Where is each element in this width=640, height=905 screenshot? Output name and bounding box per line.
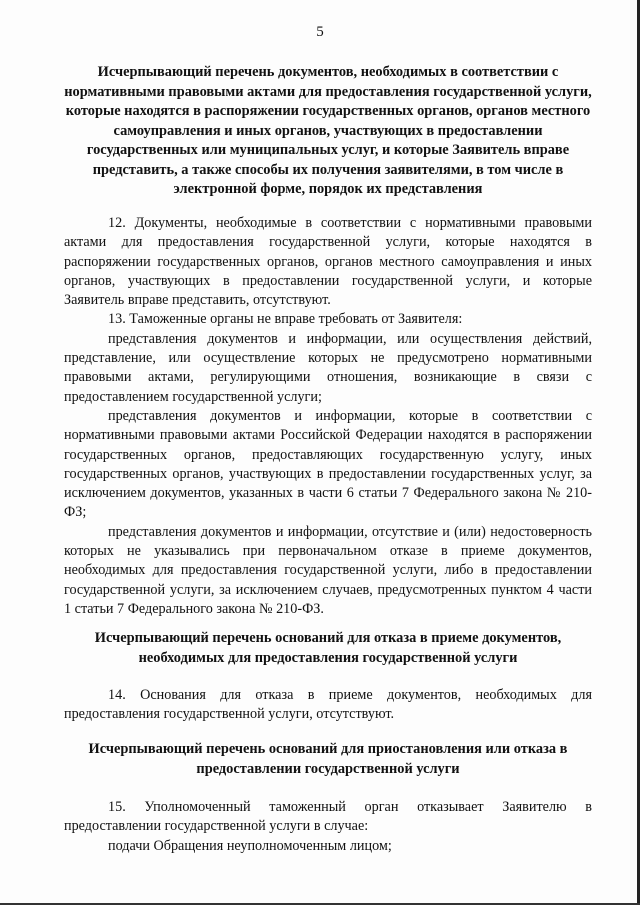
paragraph-group-15 — [64, 798, 592, 856]
section-heading-documents: Исчерпывающий перечень документов, необходимых в соответствии с нормативными правовыми актами для предоставления государственной услуги, которые находятся в распоряжении государственных органов, органов местного самоуправления и иных органов, участвующих в предоставлении государственных или муниципальных услуг, и которые Заявитель вправе представить, а также способы их получения заявителями, в том числе в электронной форме, порядок их представления — [64, 64, 592, 197]
section-heading-suspension: Исчерпывающий перечень оснований для приостановления или отказа в предоставлении государственной услуги — [88, 741, 568, 777]
paragraph-14: 14. Основания для отказа в приеме документов, необходимых для предоставления государственной услуги, отсутствуют. — [64, 687, 592, 723]
paragraph-15-item-1: подачи Обращения неуполномоченным лицом; — [108, 837, 392, 854]
paragraph-group-14 — [64, 686, 592, 725]
section-heading-refusal-reception: Исчерпывающий перечень оснований для отказа в приеме документов, необходимых для предоставления государственной услуги — [94, 630, 562, 666]
page-number: 5 — [316, 24, 324, 40]
paragraph-13: 13. Таможенные органы не вправе требовать от Заявителя: — [108, 311, 463, 328]
paragraph-13-item-1: представления документов и информации, или осуществления действий, представление, или осуществление которых не предусмотрено нормативными правовыми актами, регулирующими отношения, возникающие в связи с предоставлением государственной услуги; — [64, 330, 592, 405]
paragraph-13-item-3: представления документов и информации, отсутствие и (или) недостоверность которых не указывались при первоначальном отказе в приеме документов, необходимых для предоставления государственной услуги, либо в предоставлении государственной услуги, за исключением случаев, предусмотренных пунктом 4 части 1 статьи 7 Федерального закона № 210-ФЗ. — [64, 523, 592, 617]
paragraph-15: 15. Уполномоченный таможенный орган отказывает Заявителю в предоставлении государственной услуги в случае: — [64, 799, 592, 835]
paragraph-group-12-13 — [64, 214, 592, 619]
paragraph-12: 12. Документы, необходимые в соответствии с нормативными правовыми актами для предоставления государственной услуги, которые находятся в распоряжении государственных органов, органов местного самоуправления и иных органов, участвующих в предоставлении государственной услуги, и которые Заявитель вправе представить, отсутствуют. — [64, 215, 592, 309]
paragraph-13-item-2: представления документов и информации, которые в соответствии с нормативными правовыми актами Российской Федерации находятся в распоряжении государственных органов, предоставляющих государственную услугу, иных государственных органов, участвующих в предоставлении государственных услуг, за исключением документов, указанных в части 6 статьи 7 Федерального закона № 210-ФЗ; — [64, 407, 592, 521]
